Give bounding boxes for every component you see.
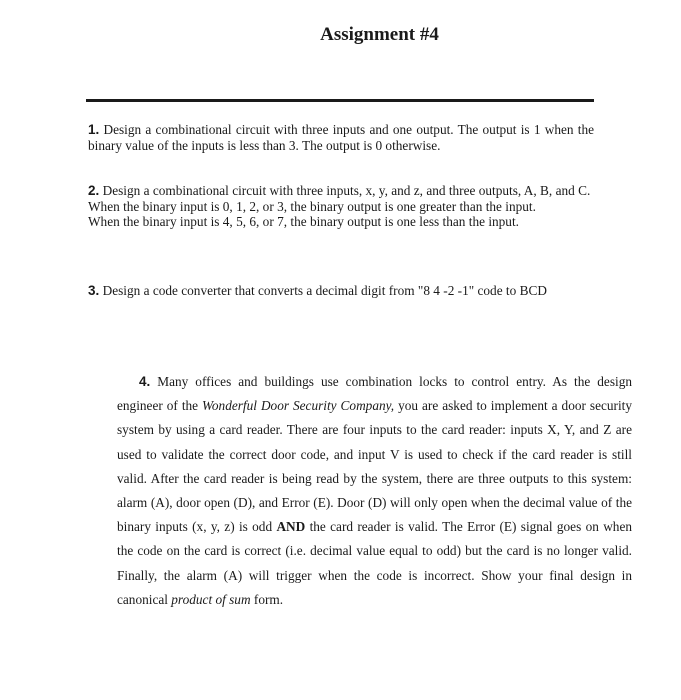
question-number: 3. (88, 283, 100, 298)
page-title-container (0, 24, 681, 46)
question-1 (88, 122, 594, 153)
question-text: Many offices and buildings use combination locks to control entry. As the design engineer of the (117, 374, 633, 414)
question-number: 2. (88, 183, 100, 198)
question-number: 1. (88, 122, 100, 137)
product-of-sum-term: product of sum (171, 591, 251, 607)
question-4 (117, 370, 632, 612)
question-3 (88, 283, 594, 299)
question-text: you are asked to implement a door security system by using a card reader. There are four inputs to the card reader: inputs X, Y, and Z are used to validate the correct door code, and input V is used to check if the card reader is still valid. After the card reader is being read by the system, there are three outputs to this system: alarm (A), door open (D), and Error (E). Door (D) will only open when the decimal value of the binary inputs (x, y, z) is odd (117, 398, 632, 535)
question-text: the card reader is valid. The Error (E) signal goes on when the code on the card is correct (i.e. decimal value equal to odd) but the card is no longer valid. Finally, the alarm (A) will trigger when the code is incorrect. Show your final design in canonical (117, 519, 632, 607)
question-text-line: When the binary input is 4, 5, 6, or 7, the binary output is one less than the input. (88, 214, 519, 229)
page-title: Assignment #4 (320, 24, 439, 45)
question-text: Design a code converter that converts a decimal digit from "8 4 -2 -1" code to BCD (102, 283, 547, 298)
question-text: Design a combinational circuit with three inputs and one output. The output is 1 when the binary value of the inputs is less than 3. The output is 0 otherwise. (88, 122, 594, 153)
company-name: Wonderful Door Security Company, (202, 398, 395, 414)
question-number: 4. (139, 374, 151, 389)
horizontal-rule (86, 99, 594, 102)
emphasis-and: AND (276, 519, 306, 535)
question-text: form. (250, 591, 284, 607)
question-text-line: When the binary input is 0, 1, 2, or 3, the binary output is one greater than the input. (88, 198, 536, 214)
question-2 (88, 183, 594, 230)
question-text: Design a combinational circuit with three inputs, x, y, and z, and three outputs, A, B, and C. (102, 183, 591, 198)
